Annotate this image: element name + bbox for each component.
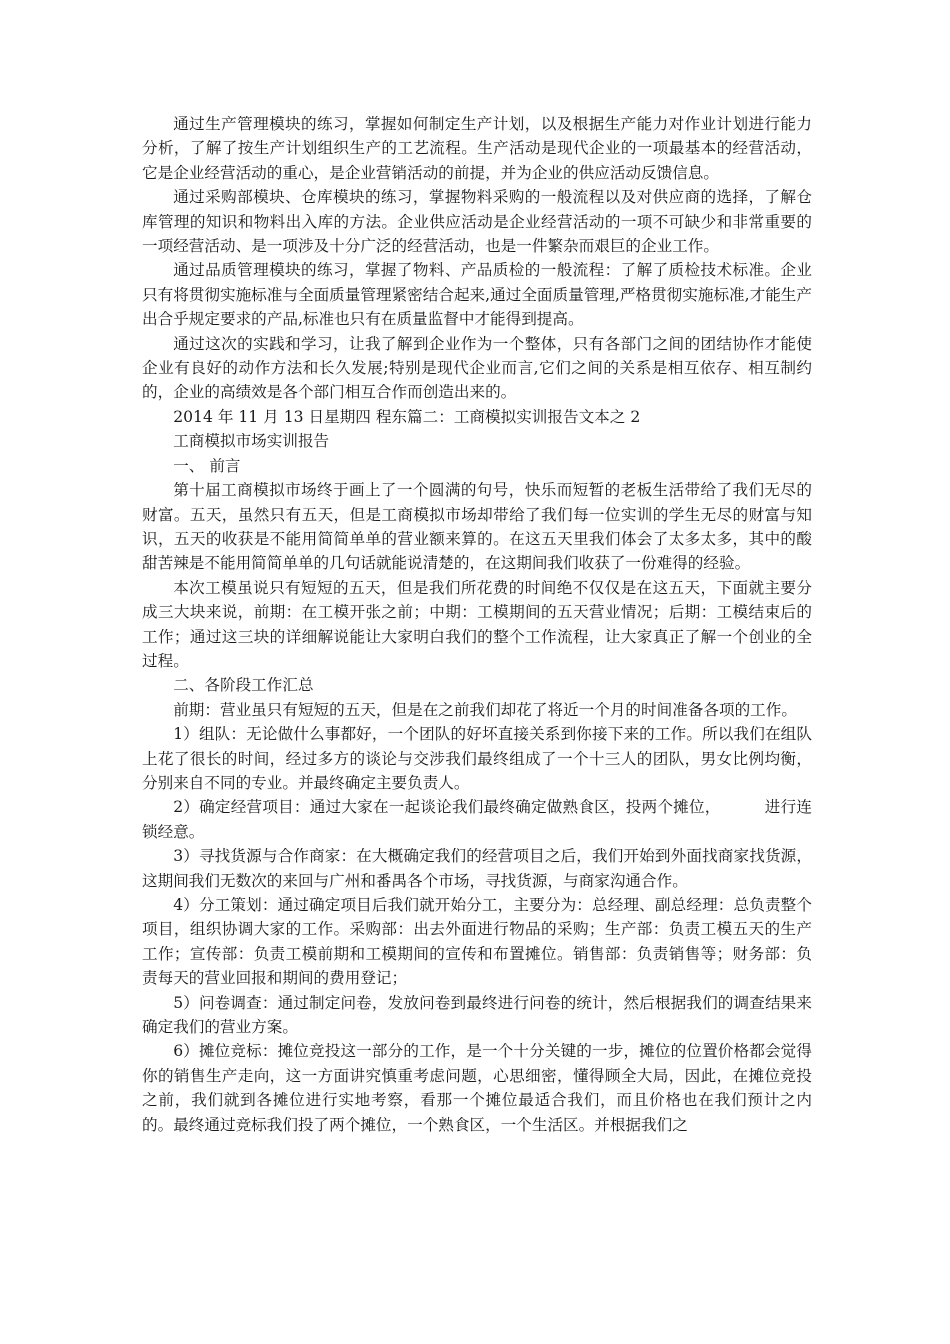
list-item-team-building: 1）组队：无论做什么事都好，一个团队的好坏直接关系到你接下来的工作。所以我们在组队上花了很长的时间，经过多方的谈论与交涉我们最终组成了一个十三人的团队，男女比例均衡，分别来自不同的专业。并最终确定主要负责人。 [142, 725, 812, 792]
paragraph-production-module: 通过生产管理模块的练习，掌握如何制定生产计划，以及根据生产能力对作业计划进行能力分析，了解了按生产计划组织生产的工艺流程。生产活动是现代企业的一项最基本的经营活动，它是企业经营活动的重心，是企业营销活动的前提，并为企业的供应活动反馈信息。 [142, 115, 812, 182]
list-item-questionnaire: 5）问卷调查：通过制定问卷，发放问卷到最终进行问卷的统计，然后根据我们的调查结果来确定我们的营业方案。 [142, 993, 812, 1037]
date-and-section-heading: 2014 年 11 月 13 日星期四 程东篇二：工商模拟实训报告文本之 2 [173, 407, 641, 426]
paragraph-preface: 第十届工商模拟市场终于画上了一个圆满的句号，快乐而短暂的老板生活带给了我们无尽的财富。五天，虽然只有五天，但是工商模拟市场却带给了我们每一位实训的学生无尽的财富与知识，五天的收获是不能用简简单单的营业额来算的。在这五天里我们体会了太多太多，其中的酸甜苦辣是不能用简简单单的几句话就能说清楚的，在这期间我们收获了一份难得的经验。 [142, 481, 812, 573]
document-body [142, 112, 812, 1137]
list-item-suppliers: 3）寻找货源与合作商家：在大概确定我们的经营项目之后，我们开始到外面找商家找货源，这期间我们无数次的来回与广州和番禺各个市场，寻找货源，与商家沟通合作。 [142, 847, 812, 890]
list-item-business-project [142, 795, 812, 844]
paragraph-early-stage: 前期：营业虽只有短短的五天，但是在之前我们却花了将近一个月的时间准备各项的工作。 [173, 700, 797, 719]
paragraph-practice-summary: 通过这次的实践和学习，让我了解到企业作为一个整体，只有各部门之间的团结协作才能使企业有良好的动作方法和长久发展;特别是现代企业而言,它们之间的关系是相互依存、相互制约的，企业的高绩效是各个部门相互合作而创造出来的。 [142, 334, 812, 402]
list-item-booth-bidding: 6）摊位竞标：摊位竞投这一部分的工作，是一个十分关键的一步，摊位的位置价格都会觉得你的销售生产走向，这一方面讲究慎重考虑问题，心思细密，懂得顾全大局，因此，在摊位竞投之前，我们就到各摊位进行实地考察，看那一个摊位最适合我们，而且价格也在我们预计之内的。最终通过竞标我们投了两个摊位，一个熟食区，一个生活区。并根据我们之 [142, 1042, 812, 1134]
report-title: 工商模拟市场实训报告 [173, 432, 330, 451]
section-heading-stages: 二、各阶段工作汇总 [173, 676, 314, 695]
paragraph-overview: 本次工模虽说只有短短的五天，但是我们所花费的时间绝不仅仅是在这五天，下面就主要分成三大块来说，前期：在工模开张之前；中期：工模期间的五天营业情况；后期：工模结束后的工作；通过这三块的详细解说能让大家明白我们的整个工作流程，让大家真正了解一个创业的全过程。 [142, 578, 812, 670]
section-heading-preface: 一、 前言 [173, 456, 241, 475]
list-item-business-project-part2: 进行连锁经意。 [142, 798, 812, 841]
list-item-division-of-work: 4）分工策划：通过确定项目后我们就开始分工，主要分为：总经理、副总经理：总负责整个项目，组织协调大家的工作。采购部：出去外面进行物品的采购；生产部：负责工模五天的生产工作；宣传部：负责工模前期和工模期间的宣传和布置摊位。销售部：负责销售等；财务部：负责每天的营业回报和期间的费用登记； [142, 896, 812, 988]
paragraph-purchasing-module: 通过采购部模块、仓库模块的练习，掌握物料采购的一般流程以及对供应商的选择，了解仓库管理的知识和物料出入库的方法。企业供应活动是企业经营活动的一项不可缺少和非常重要的一项经营活动、是一项涉及十分广泛的经营活动，也是一件繁杂而艰巨的企业工作。 [142, 188, 812, 256]
list-item-business-project-part1: 2）确定经营项目：通过大家在一起谈论我们最终确定做熟食区，投两个摊位， [173, 798, 721, 817]
paragraph-quality-module: 通过品质管理模块的练习，掌握了物料、产品质检的一般流程：了解了质检技术标准。企业只有将贯彻实施标准与全面质量管理紧密结合起来,通过全面质量管理,严格贯彻实施标准,才能生产出合乎规定要求的产品,标准也只有在质量监督中才能得到提高。 [142, 261, 812, 329]
